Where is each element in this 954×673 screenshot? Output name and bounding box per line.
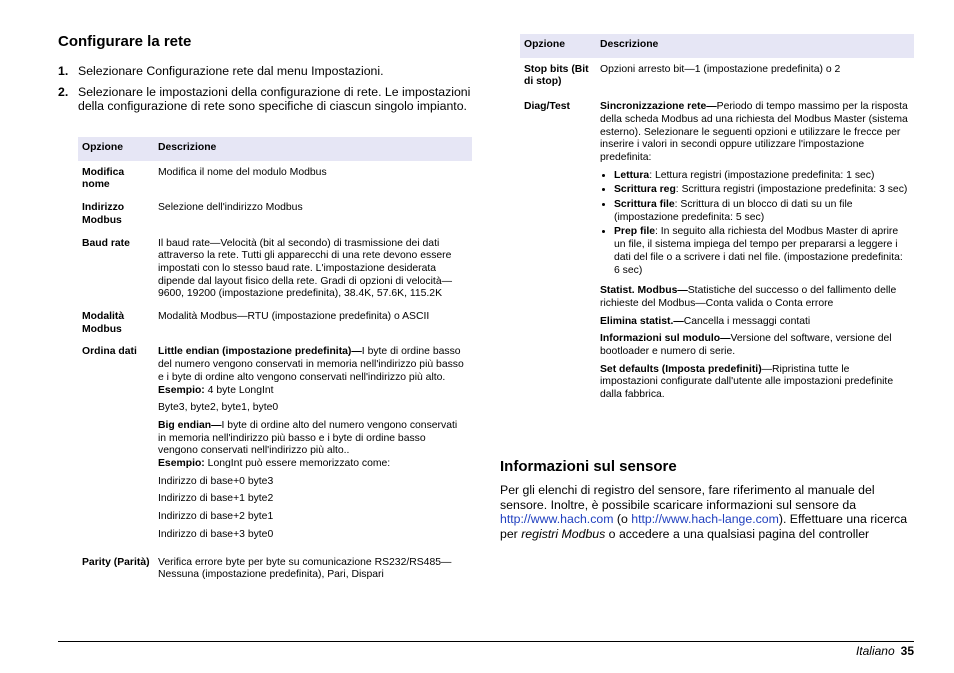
description-cell: Modalità Modbus—RTU (impostazione predefinita) o ASCII [158, 311, 430, 323]
step-number: 1. [58, 64, 69, 78]
paragraph-text: (o [613, 512, 632, 526]
address-line: Indirizzo di base+3 byte0 [158, 528, 274, 540]
sync-label: Sincronizzazione rete— [600, 101, 717, 113]
set-defaults-paragraph [600, 364, 910, 402]
big-endian-paragraph [158, 420, 468, 471]
table-row [78, 340, 472, 550]
description-cell [154, 340, 472, 550]
timing-list [600, 170, 910, 278]
option-cell: Diag/Test [524, 101, 570, 113]
little-endian-text: I byte di ordine basso del numero vengono conservati in memoria nell'indirizzo più basso e i byte di ordine alto vengono conservati nell'indirizzo più alto. [158, 346, 464, 383]
diagnostic-options-table [520, 34, 914, 411]
sync-paragraph [600, 101, 910, 165]
module-info-paragraph [600, 333, 910, 358]
byte-order-line: Byte3, byte2, byte1, byte0 [158, 402, 279, 414]
item-label: Scrittura file [614, 199, 675, 211]
description-cell [596, 93, 914, 411]
little-endian-label: Little endian (impostazione predefinita)— [158, 346, 362, 358]
option-cell: Modifica nome [82, 166, 125, 191]
table-row [78, 232, 472, 306]
description-cell: Verifica errore byte per byte su comunicazione RS232/RS485—Nessuna (impostazione predefinita), Pari, Dispari [158, 556, 452, 581]
list-item [614, 170, 910, 183]
item-text: : Lettura registri (impostazione predefinita: 1 sec) [649, 169, 875, 181]
network-options-table [78, 137, 472, 586]
table-row [78, 551, 472, 586]
paragraph-text: ). Effettuare una ricerca per [500, 512, 908, 541]
clear-stats-paragraph [600, 316, 910, 329]
example-label: Esempio: [158, 458, 205, 470]
clear-stats-label: Elimina statist.— [600, 315, 684, 327]
paragraph-text: Per gli elenchi di registro del sensore, fare riferimento al manuale del sensore. Inoltre, è possibile scaricare informazioni sul sensore da [500, 483, 875, 512]
option-cell: Parity (Parità) [82, 556, 150, 568]
set-defaults-text: —Ripristina tutte le impostazioni configurate dall'utente alle impostazioni predefinite dalla fabbrica. [600, 363, 894, 401]
set-defaults-label: Set defaults (Imposta predefiniti) [600, 363, 762, 375]
option-cell: Stop bits (Bit di stop) [524, 63, 589, 88]
list-item [614, 184, 910, 197]
item-text: : Scrittura registri (impostazione predefinita: 3 sec) [675, 184, 908, 196]
module-info-label: Informazioni sul modulo— [600, 333, 731, 345]
table-header-row [78, 137, 472, 161]
section-heading-sensor: Informazioni sul sensore [500, 458, 677, 475]
address-line: Indirizzo di base+0 byte3 [158, 475, 274, 487]
clear-stats-text: Cancella i messaggi contati [683, 315, 811, 327]
example-text: 4 byte LongInt [204, 384, 274, 396]
paragraph-text: o accedere a una qualsiasi pagina del controller [605, 526, 870, 541]
page-footer [856, 644, 914, 658]
step-number: 2. [58, 84, 69, 99]
steps-list [58, 64, 472, 120]
example-text: LongInt può essere memorizzato come: [204, 458, 391, 470]
sync-text: Periodo di tempo massimo per la risposta della scheda Modbus ad una richiesta del Modbus Master (sistema esterno). Selezionare le seguenti opzioni e utilizzare le frecce per inserire i valori in secondi oppure utilizzare l'impostazione predefinita: [600, 101, 908, 163]
stats-label: Statist. Modbus— [600, 285, 688, 297]
description-cell: Modifica il nome del modulo Modbus [158, 166, 327, 178]
stats-paragraph [600, 285, 910, 310]
table-row [520, 58, 914, 93]
table-row [520, 93, 914, 411]
description-cell: Selezione dell'indirizzo Modbus [158, 202, 303, 214]
item-label: Scrittura reg [614, 184, 676, 196]
step-item [58, 64, 472, 79]
section-heading-network: Configurare la rete [58, 33, 192, 50]
address-line: Indirizzo di base+2 byte1 [158, 511, 274, 523]
hach-link[interactable]: http://www.hach.com [500, 512, 614, 526]
table-row [78, 161, 472, 196]
table-row [78, 196, 472, 231]
footer-rule [58, 641, 914, 642]
sensor-info-paragraph [500, 483, 914, 541]
option-cell: Baud rate [82, 237, 130, 249]
header-description: Descrizione [154, 137, 472, 161]
hach-lange-link[interactable]: http://www.hach-lange.com [631, 512, 779, 526]
option-cell: Modalità Modbus [82, 311, 125, 335]
little-endian-paragraph [158, 346, 468, 397]
stats-text: Statistiche del successo o del fallimento delle richieste del Modbus—Conta valida o Conta errore [600, 285, 897, 309]
step-text: Selezionare le impostazioni della configurazione di rete. Le impostazioni della configurazione di rete sono specifiche di ciascun singolo impianto. [78, 84, 471, 113]
module-info-text: Versione del software, versione del bootloader e numero di serie. [600, 333, 892, 358]
table-row [78, 305, 472, 340]
footer-language: Italiano [855, 644, 895, 658]
header-option: Opzione [78, 137, 154, 161]
item-text: : In seguito alla richiesta del Modbus Master di aprire un file, il sistema impiega del tempo per prepararsi a leggere i dati del file o a scrivere i dati nel file. (impostazione predefinita: 6 sec) [614, 226, 903, 276]
paragraph-italic: registri Modbus [521, 526, 606, 541]
big-endian-text: I byte di ordine alto del numero vengono conservati in memoria nell'indirizzo più basso e i byte di ordine basso vengono conservati nell'indirizzo più alto.. [158, 419, 458, 457]
list-item [614, 226, 910, 277]
table-header-row [520, 34, 914, 58]
list-item [614, 199, 910, 224]
big-endian-label: Big endian— [158, 419, 222, 431]
option-cell: Ordina dati [82, 346, 137, 358]
item-label: Lettura [614, 169, 650, 181]
item-text: : Scrittura di un blocco di dati su un file (impostazione predefinita: 5 sec) [614, 199, 853, 223]
option-cell: Indirizzo Modbus [82, 202, 125, 226]
description-cell: Opzioni arresto bit—1 (impostazione predefinita) o 2 [600, 63, 841, 75]
address-line: Indirizzo di base+1 byte2 [158, 493, 274, 505]
header-description: Descrizione [596, 34, 914, 58]
item-label: Prep file [614, 226, 655, 238]
page-number: 35 [900, 644, 914, 658]
header-option: Opzione [520, 34, 596, 58]
step-item [58, 85, 472, 114]
description-cell: Il baud rate—Velocità (bit al secondo) di trasmissione dei dati attraverso la rete. Tutti gli apparecchi di una rete devono essere impostati con lo stesso baud rate. L'impostazione desiderata dipende dal layout fisico della rete. Gradi di opzioni di velocità—9600, 19200 (impostazione predefinita), 38.4K, 57.6K, 115.2K [158, 237, 452, 300]
step-text: Selezionare Configurazione rete dal menu Impostazioni. [78, 64, 384, 78]
example-label: Esempio: [158, 384, 205, 396]
